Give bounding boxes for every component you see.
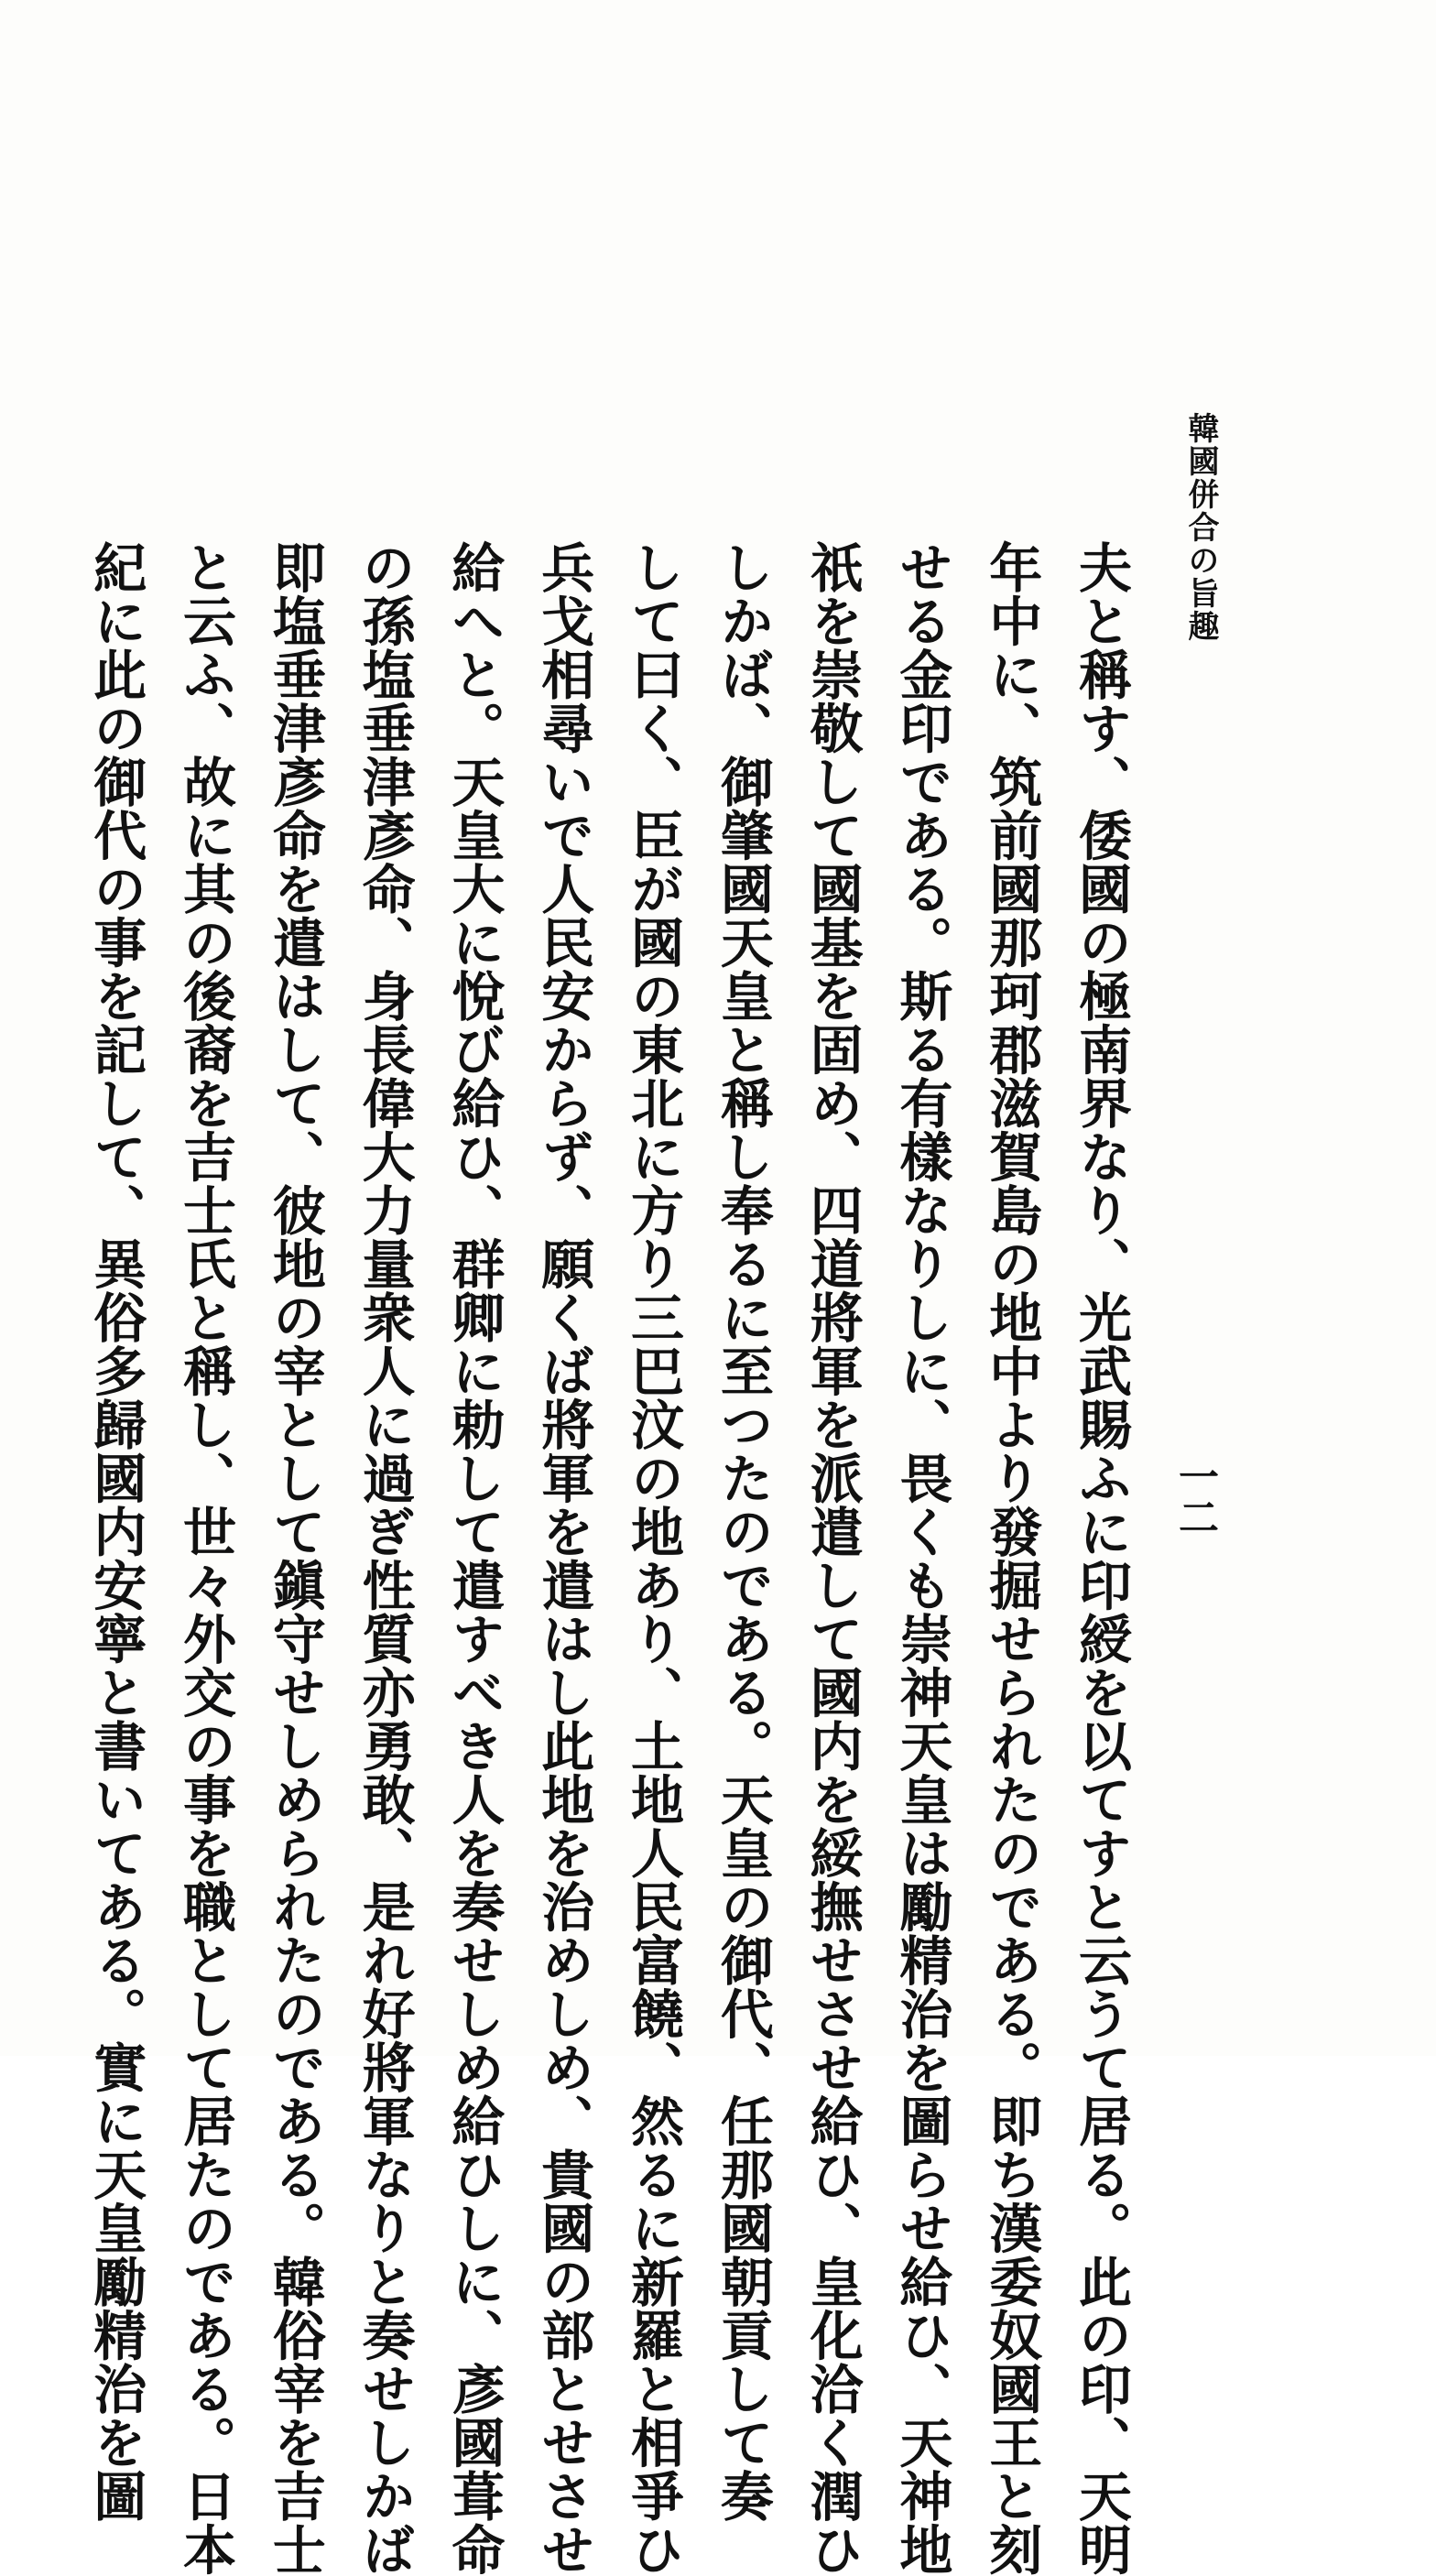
page-number: 一二 xyxy=(1171,1456,1218,1537)
text-column: して曰く、臣が國の東北に方り三巴汶の地あり、土地人民富饒、然るに新羅と相爭ひ xyxy=(622,540,685,2576)
running-title: 韓國併合の旨趣 xyxy=(1182,412,1219,643)
text-column: 給へと。天皇大に悅び給ひ、群卿に勅して遣すべき人を奏せしめ給ひしに、彥國葺命 xyxy=(442,540,506,2576)
text-column: 兵戈相尋いで人民安からず、願くば將軍を遣はし此地を治めしめ、貴國の部とせさせ xyxy=(532,540,595,2576)
text-column: と云ふ、故に其の後裔を吉士氏と稱し、世々外交の事を職として居たのである。日本 xyxy=(174,540,237,2576)
text-column: せる金印である。斯る有樣なりしに、畏くも崇神天皇は勵精治を圖らせ給ひ、天神地 xyxy=(890,540,953,2576)
text-column: 夫と稱す、倭國の極南界なり、光武賜ふに印綬を以てすと云うて居る。此の印、天明 xyxy=(1070,540,1132,2576)
text-column: 紀に此の御代の事を記して、異俗多歸國内安寧と書いてある。實に天皇勵精治を圖 xyxy=(84,540,147,2523)
text-column: 即塩垂津彥命を遣はして、彼地の宰として鎭守せしめられたのである。韓俗宰を吉士 xyxy=(263,540,326,2576)
text-column: しかば、御肇國天皇と稱し奉るに至つたのである。天皇の御代、任那國朝貢して奏 xyxy=(711,540,774,2523)
text-column: 年中に、筑前國那珂郡滋賀島の地中より發掘せられたのである。即ち漢委奴國王と刻 xyxy=(980,540,1043,2576)
body-text xyxy=(70,540,1145,2576)
text-column: 祇を崇敬して國基を固め、四道將軍を派遣して國内を綏撫せさせ給ひ、皇化洽く潤ひ xyxy=(800,540,864,2576)
text-column: の孫塩垂津彥命、身長偉大力量衆人に過ぎ性質亦勇敢、是れ好將軍なりと奏せしかば xyxy=(353,540,416,2576)
